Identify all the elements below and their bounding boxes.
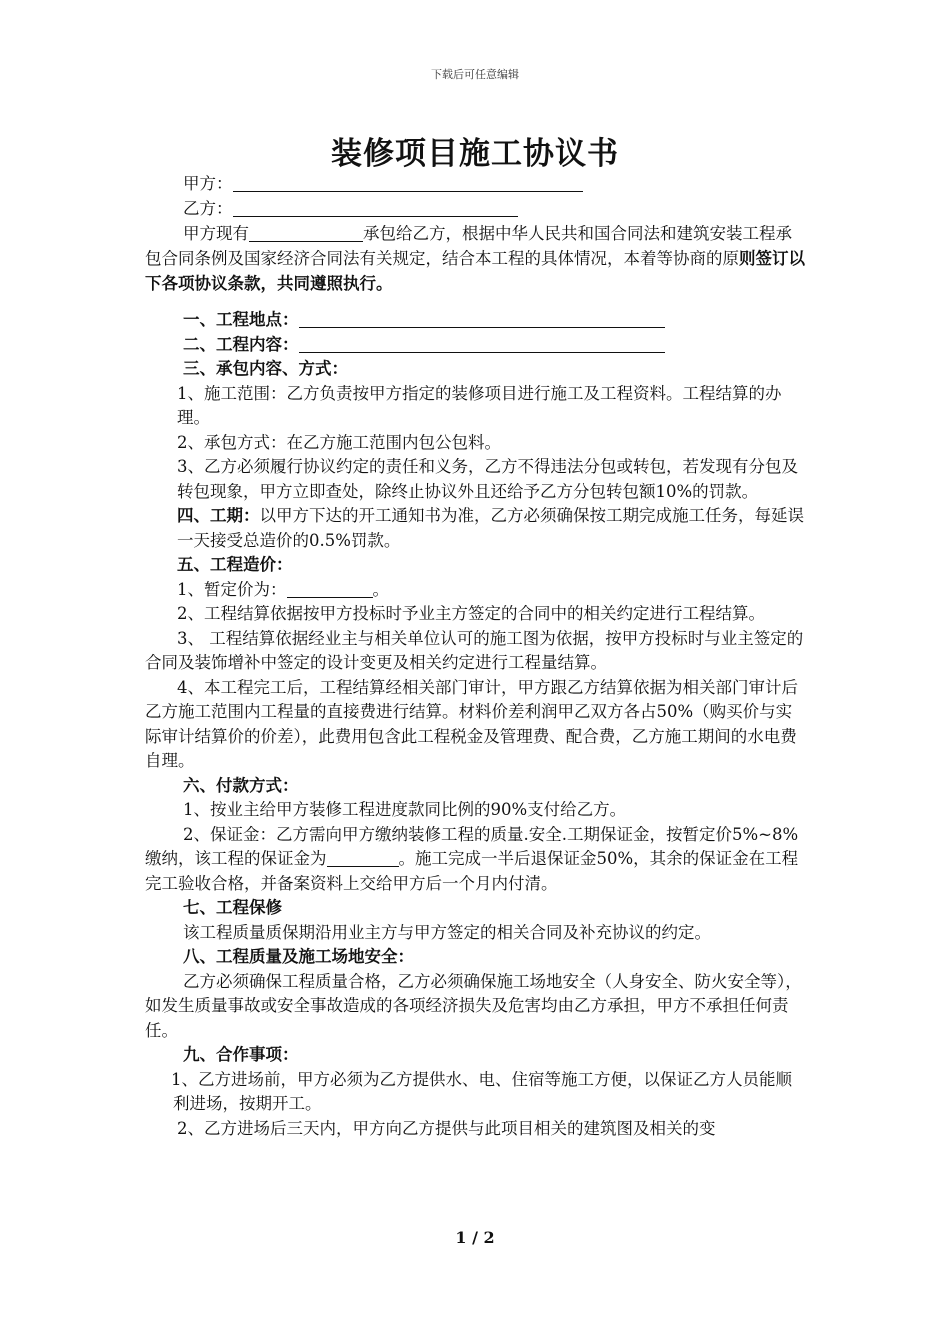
section-8-heading: 八、工程质量及施工场地安全： [183, 947, 414, 966]
section-4-text: 以甲方下达的开工通知书为准，乙方必须确保按工期完成施工任务，每延误一天接受总造价的0.5%罚款。 [177, 506, 804, 550]
section-5-item-3: 3、 工程结算依据经业主与相关单位认可的施工图为依据，按甲方投标时与业主签定的合同及装饰增补中签定的设计变更及相关约定进行工程量结算。 [145, 628, 804, 672]
section-3-item-1: 1、施工范围：乙方负责按甲方指定的装修项目进行施工及工程资料。工程结算的办理。 [177, 383, 782, 427]
section-3-item-3: 3、乙方必须履行协议约定的责任和义务，乙方不得违法分包或转包，若发现有分包及转包现象，甲方立即查处，除终止协议外且还给予乙方分包转包额10%的罚款。 [177, 457, 798, 501]
intro-lead: 甲方现有 [183, 224, 249, 243]
page-current: 1 [455, 1228, 467, 1247]
document-body [145, 172, 807, 1141]
section-9-item-1: 1、乙方进场前，甲方必须为乙方提供水、电、住宿等施工方便，以保证乙方人员能顺利进场，按期开工。 [171, 1069, 792, 1113]
section-2-line [145, 333, 807, 358]
section-8-text: 乙方必须确保工程质量合格，乙方必须确保施工场地安全（人身安全、防火安全等），如发生质量事故或安全事故造成的各项经济损失及危害均由乙方承担，甲方不承担任何责任。 [145, 971, 802, 1040]
section-5-item-1-lead: 1、暂定价为： [177, 579, 287, 599]
spacer [145, 296, 807, 308]
section-2-label: 二、工程内容： [183, 334, 299, 354]
intro-paragraph [145, 221, 807, 296]
header-note: 下载后可任意编辑 [431, 68, 519, 81]
intro-bold-tail: 则签订以下各项协议条款，共同遵照执行。 [145, 249, 805, 293]
section-6-item-2 [145, 823, 807, 897]
intro-blank [249, 225, 363, 242]
section-1-label: 一、工程地点： [183, 310, 299, 329]
section-9-item-2: 2、乙方进场后三天内，甲方向乙方提供与此项目相关的建筑图及相关的变 [177, 1118, 716, 1138]
party-b-blank [233, 200, 518, 217]
section-9-heading: 九、合作事项： [183, 1045, 299, 1064]
page-separator: / [466, 1228, 484, 1247]
section-6-item-2-lead: 2、保证金：乙方需向甲方缴纳装修工程的质量.安全.工期保证金，按暂定价5%~8%缴纳，该工程的保证金为 [145, 824, 799, 868]
section-7-heading: 七、工程保修 [183, 898, 282, 917]
price-blank [287, 581, 373, 598]
section-3-item-2: 2、承包方式：在乙方施工范围内包公包料。 [177, 432, 501, 452]
party-a-blank [233, 175, 583, 192]
party-a-line [145, 172, 807, 197]
page-number [0, 1228, 950, 1247]
section-1-blank [299, 311, 665, 328]
section-2-blank [299, 336, 665, 353]
section-5-item-1-tail: 。 [372, 579, 389, 599]
party-a-label: 甲方： [183, 174, 233, 193]
section-6-item-2-tail: 。施工完成一半后退保证金50%，其余的保证金在工程完工验收合格，并备案资料上交给甲方后一个月内付清。 [145, 849, 799, 893]
section-6-heading: 六、付款方式： [183, 775, 299, 795]
section-1-line [145, 308, 807, 333]
section-4 [145, 504, 807, 553]
section-6-item-1: 1、按业主给甲方装修工程进度款同比例的90%支付给乙方。 [183, 800, 627, 819]
section-4-label: 四、工期： [177, 506, 260, 525]
section-7-text: 该工程质量质保期沿用业主方与甲方签定的相关合同及补充协议的约定。 [183, 922, 711, 942]
section-5-heading: 五、工程造价： [177, 555, 293, 574]
party-b-label: 乙方： [183, 198, 233, 218]
section-3-heading: 三、承包内容、方式： [183, 359, 348, 378]
party-b-line [145, 197, 807, 222]
intro-text: 承包给乙方，根据中华人民共和国合同法和建筑安装工程承包合同条例及国家经济合同法有关规定，结合本工程的具体情况，本着等协商的原 [145, 224, 792, 268]
section-5-item-2: 2、工程结算依据按甲方投标时予业主方签定的合同中的相关约定进行工程结算。 [177, 604, 765, 623]
deposit-blank [327, 850, 399, 867]
document-title: 装修项目施工协议书 [331, 136, 619, 172]
page-total: 2 [483, 1228, 495, 1247]
section-5-item-4: 4、本工程完工后，工程结算经相关部门审计，甲方跟乙方结算依据为相关部门审计后乙方施工范围内工程量的直接费进行结算。材料价差利润甲乙双方各占50%（购买价与实际审计结算价的价差），此费用包含此工程税金及管理费、配合费，乙方施工期间的水电费自理。 [145, 677, 798, 770]
section-5-item-1 [145, 578, 807, 603]
